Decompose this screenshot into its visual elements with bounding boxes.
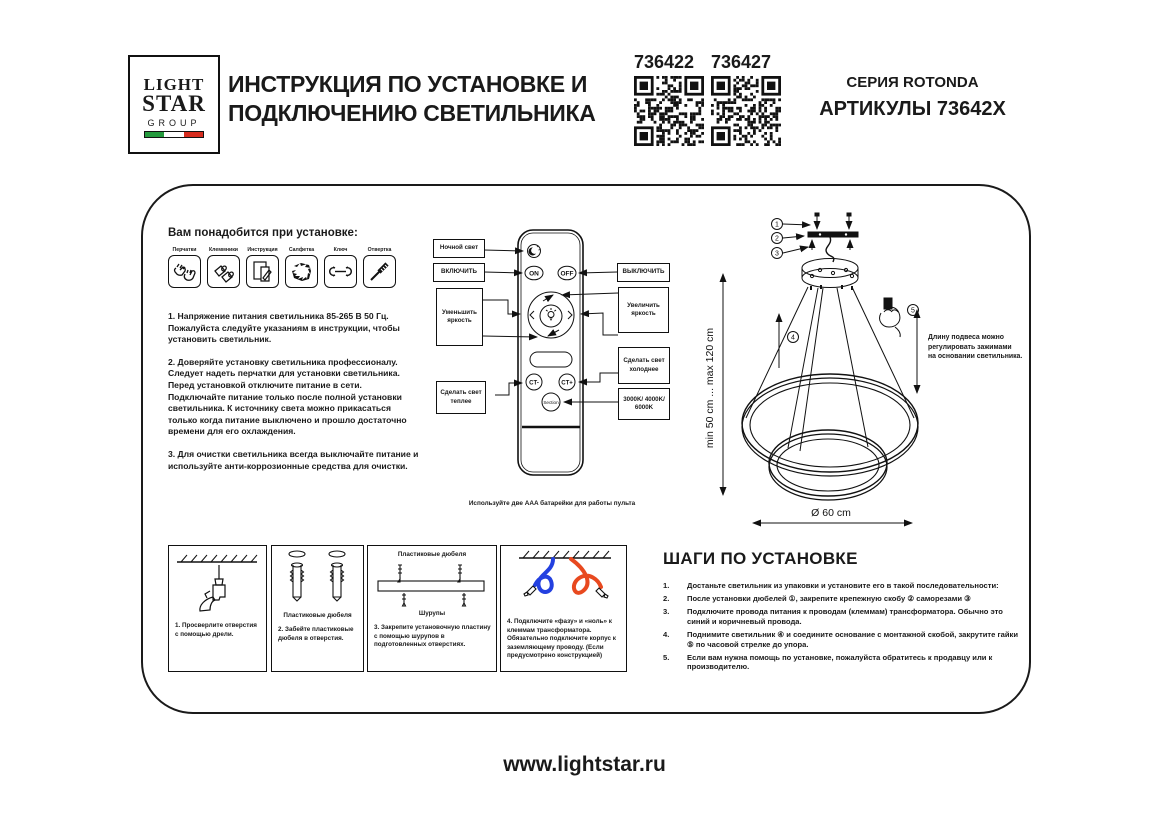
suspension-adjust-note: Длину подвеса можно регулировать зажимами на основании светильника. bbox=[928, 334, 1023, 361]
pendant-lamp-diagram bbox=[700, 200, 1030, 540]
dpad-up-arrow-icon bbox=[543, 295, 553, 301]
dpad-left-icon bbox=[530, 311, 534, 319]
lightstar-logo bbox=[128, 55, 220, 154]
napkin-icon bbox=[285, 255, 318, 288]
note-paragraph: 3. Для очистки светильника всегда выключайте питание и используйте анти-коррозионные средства для очистки. bbox=[168, 448, 419, 471]
qr-code bbox=[711, 76, 781, 146]
install-panel-3 bbox=[367, 545, 497, 672]
dowels-label: Пластиковые дюбеля bbox=[283, 612, 352, 619]
tool-item: Салфетка bbox=[285, 247, 318, 288]
articles-label: АРТИКУЛЫ 73642X bbox=[819, 98, 1006, 120]
callout-5: 5 bbox=[911, 307, 915, 315]
dpad-down-arrow-icon bbox=[548, 330, 559, 336]
step-item: 3. Подключите провода питания к проводам (клеммам) трансформатора. Обычно это синий и коричневый провода. bbox=[663, 606, 1003, 626]
gloves-icon bbox=[168, 255, 201, 288]
mounting-plate-icon bbox=[368, 561, 494, 607]
dowels-icon bbox=[272, 546, 362, 608]
kelvin-label: 3000K/ 4000K/ 6000K bbox=[618, 388, 670, 420]
page-title: ИНСТРУКЦИЯ ПО УСТАНОВКЕ И ПОДКЛЮЧЕНИЮ СВЕТИЛЬНИКА bbox=[228, 71, 596, 126]
callout-4: 4 bbox=[791, 334, 795, 342]
manual-icon bbox=[246, 255, 279, 288]
needs-heading: Вам понадобится при установке: bbox=[168, 227, 358, 239]
series-name: СЕРИЯ ROTONDA bbox=[846, 74, 979, 91]
ct-minus-button-label: CT- bbox=[529, 380, 539, 387]
battery-note: Используйте две AAA батарейки для работы пульта bbox=[468, 500, 636, 507]
website-url: www.lightstar.ru bbox=[503, 753, 666, 776]
turn-on-label: ВКЛЮЧИТЬ bbox=[433, 263, 485, 282]
brighten-label: Увеличить яркость bbox=[618, 287, 669, 333]
tool-item: Перчатки bbox=[168, 247, 201, 288]
night-light-icon bbox=[529, 247, 536, 255]
warmer-label: Сделать свет теплее bbox=[436, 381, 486, 414]
drill-icon bbox=[169, 546, 265, 616]
dim-label: Уменьшить яркость bbox=[436, 288, 483, 346]
logo-text: LIGHT bbox=[143, 75, 205, 94]
turn-off-label: ВЫКЛЮЧИТЬ bbox=[617, 263, 670, 282]
dowels-label: Пластиковые дюбеля bbox=[397, 551, 467, 558]
panel-caption: 4. Подключите «фазу» и «ноль» к клеммам трансформатора. Обязательно подключите корпус к заземляющему проводу. (Если предусмотрено конструкцией) bbox=[507, 618, 616, 660]
night-light-label: Ночной свет bbox=[433, 239, 485, 258]
safety-notes bbox=[168, 311, 420, 483]
install-panel-4 bbox=[500, 545, 627, 672]
note-paragraph: 1. Напряжение питания светильника 85-265 В 50 Гц. Пожалуйста следуйте указаниям в инструкции, чтобы установить светильник. bbox=[168, 311, 400, 345]
tools-row bbox=[168, 247, 396, 288]
steps-heading: ШАГИ ПО УСТАНОВКЕ bbox=[663, 549, 858, 568]
step-item: 2. После установки дюбелей ①, закрепите крепежную скобу ② саморезами ③ bbox=[663, 593, 971, 603]
tool-item: Ключ bbox=[324, 247, 357, 288]
section-button-label: Section bbox=[543, 400, 559, 405]
logo-text: GROUP bbox=[147, 118, 201, 128]
panel-caption: 3. Закрепите установочную пластину с помощью шурупов в подготовленных отверстиях. bbox=[374, 624, 491, 649]
qr-code bbox=[634, 76, 704, 146]
tool-item: Отвертка bbox=[363, 247, 396, 288]
step-item: 1. Достаньте светильник из упаковки и установите его в такой последовательности: bbox=[663, 581, 999, 590]
ct-plus-button-label: CT+ bbox=[561, 380, 573, 387]
diameter-dimension: Ø 60 cm bbox=[811, 507, 851, 519]
install-panel-2 bbox=[271, 545, 364, 672]
step-item: 5. Если вам нужна помощь по установке, пожалуйста обратитесь к продавцу или к производителю. bbox=[663, 652, 993, 672]
red-wire bbox=[571, 559, 601, 593]
callout-1: 1 bbox=[775, 221, 779, 229]
cooler-label: Сделать свет холоднее bbox=[618, 347, 670, 384]
wires-icon bbox=[501, 546, 624, 616]
off-button-label: OFF bbox=[560, 270, 574, 278]
screwdriver-icon bbox=[363, 255, 396, 288]
note-paragraph: 2. Доверяйте установку светильника профессионалу. Следует надеть перчатки для установки светильника. Перед установкой отключите питание в сети. Подключайте питание только после полной установки светильника. К источнику света можно прикасаться только когда питание выключено и прошло достаточно времени для его охлаждения. bbox=[168, 356, 407, 437]
tool-item: Инструкция bbox=[246, 247, 279, 288]
article-number: 736422 bbox=[634, 52, 695, 72]
bulb-icon bbox=[546, 308, 556, 320]
logo-text: STAR bbox=[142, 91, 206, 116]
article-number: 736427 bbox=[711, 52, 772, 72]
wrench-icon bbox=[324, 255, 357, 288]
install-panel-1 bbox=[168, 545, 267, 672]
dpad-right-icon bbox=[568, 311, 572, 319]
step-item: 4. Поднимите светильник ④ и соедините основание с монтажной скобой, закрутите гайки ⑤ по часовой стрелке до упора. bbox=[663, 629, 1019, 649]
on-button-label: ON bbox=[529, 270, 539, 278]
italian-flag-bar bbox=[144, 131, 204, 138]
wire-clamps-icon bbox=[207, 255, 240, 288]
screws-label: Шурупы bbox=[418, 610, 446, 617]
hand-clamp-icon bbox=[880, 298, 901, 337]
height-dimension: min 50 cm ... max 120 cm bbox=[704, 327, 716, 449]
steps-list bbox=[663, 581, 1023, 675]
blue-wire bbox=[535, 559, 553, 592]
tool-item: Клеммники bbox=[207, 247, 240, 288]
panel-caption: 1. Просверлите отверстия с помощью дрели. bbox=[175, 622, 257, 638]
callout-3: 3 bbox=[775, 250, 779, 258]
panel-caption: 2. Забейте пластиковые дюбеля в отверстия. bbox=[278, 626, 354, 642]
callout-2: 2 bbox=[775, 235, 779, 243]
